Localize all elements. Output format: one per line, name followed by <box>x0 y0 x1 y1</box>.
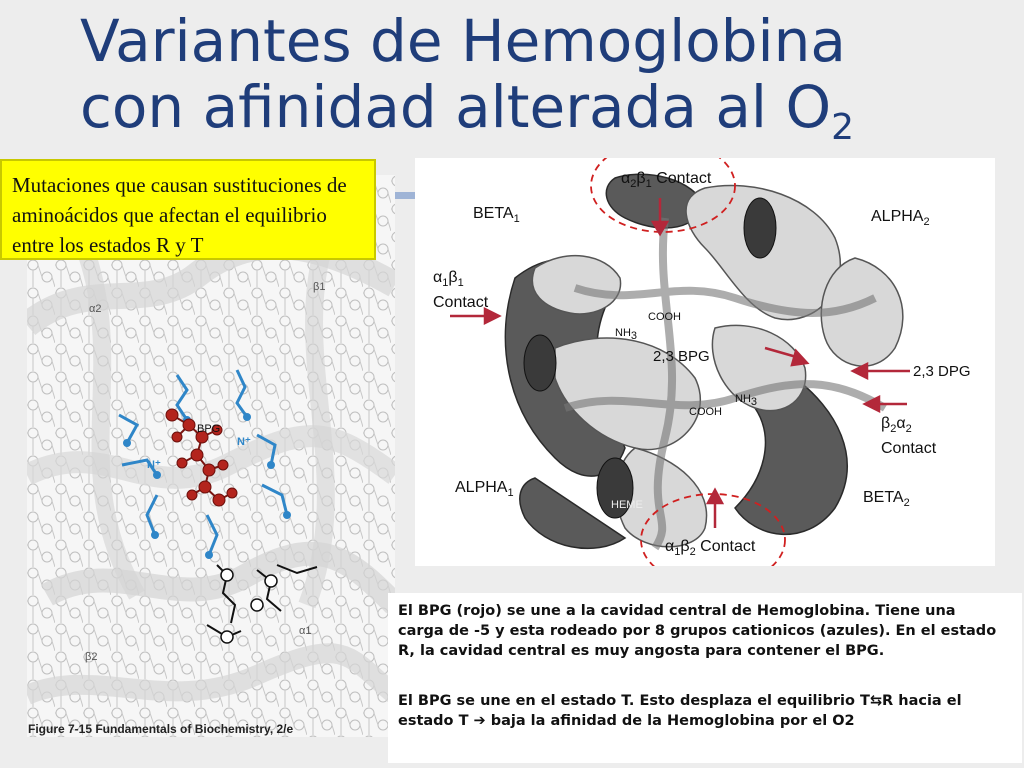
right-arrow-icon: ➔ <box>473 713 486 729</box>
nh3-left-text: NH <box>615 327 631 339</box>
title-line-2-text: con afinidad alterada al O <box>80 73 832 141</box>
explanation-paragraph-2 <box>398 691 998 731</box>
a1b2-contact-label <box>665 538 755 561</box>
slide-title <box>80 7 1010 148</box>
beta2-subscript: 2 <box>903 497 910 510</box>
a1b1-contact-label <box>433 268 488 312</box>
nh3-left-label <box>615 324 637 345</box>
beta1-subscript: 1 <box>513 213 520 226</box>
alpha1-label-text: ALPHA <box>455 479 508 496</box>
alpha1-label-right <box>455 479 514 502</box>
a2b1-contact-label <box>621 170 711 193</box>
beta1-label: β1 <box>313 281 326 293</box>
alpha2-label-right <box>871 208 930 231</box>
b2a2-contact-label <box>881 414 936 458</box>
paragraph-2-part-1: El BPG se une en el estado T. Esto desplaza el equilibrio T⇆R hacia el estado T <box>398 693 962 729</box>
figure-caption: Figure 7-15 Fundamentals of Biochemistry, 2/e <box>28 722 294 736</box>
b2a2-greek: $\beta_2\alpha_2$ <box>881 415 912 436</box>
alpha1-subscript: 1 <box>507 487 514 500</box>
cooh-top-label: COOH <box>648 311 681 323</box>
nh3-right-text: NH <box>735 393 751 405</box>
explanation-textbox <box>388 593 1022 763</box>
nh3-right-subscript: 3 <box>750 396 758 409</box>
b2a2-contact-text: Contact <box>881 440 937 458</box>
alpha1-label: α1 <box>299 625 312 637</box>
a1b2-contact-text: Contact <box>700 538 756 555</box>
bpg-label: BPG <box>197 423 221 435</box>
beta2-label-right <box>863 489 910 512</box>
decorative-bar <box>395 192 415 199</box>
alpha2-label: α2 <box>89 303 102 315</box>
title-line-1: Variantes de Hemoglobina <box>80 7 846 75</box>
a1b1-contact-text: Contact <box>433 294 489 312</box>
a2b1-contact-text: Contact <box>656 170 712 187</box>
beta2-label: β2 <box>85 651 98 663</box>
heme-label: HEME <box>611 499 643 511</box>
n-plus-label-1: N⁺ <box>237 436 251 448</box>
beta1-label-text: BETA <box>473 205 514 222</box>
nh3-right-label <box>735 390 757 411</box>
paragraph-2-part-2: baja la afinidad de la Hemoglobina por el O2 <box>485 713 855 729</box>
beta2-label-text: BETA <box>863 489 904 506</box>
dpg-label: 2,3 DPG <box>913 363 971 380</box>
alpha2-subscript: 2 <box>923 216 930 229</box>
a2b1-greek: $\alpha_2\beta_1$ <box>621 170 652 191</box>
alpha2-label-text: ALPHA <box>871 208 924 225</box>
title-subscript: 2 <box>831 107 855 148</box>
cooh-bottom-label: COOH <box>689 406 722 418</box>
title-line-2 <box>80 73 1010 148</box>
bpg-label-right: 2,3 BPG <box>653 348 710 365</box>
mutation-callout: Mutaciones que causan sustituciones de aminoácidos que afectan el equilibrio entre los estados R y T <box>0 159 376 260</box>
a1b1-greek: $\alpha_1\beta_1$ <box>433 269 464 290</box>
hemoglobin-tetramer-figure <box>415 158 995 566</box>
n-plus-label-2: N⁺ <box>147 459 161 471</box>
a1b2-greek: $\alpha_1\beta_2$ <box>665 538 696 559</box>
explanation-paragraph-1: El BPG (rojo) se une a la cavidad central de Hemoglobina. Tiene una carga de -5 y esta rodeado por 8 grupos cationicos (azules). En el estado R, la cavidad central es muy angosta para contener el BPG. <box>398 603 997 659</box>
nh3-left-subscript: 3 <box>630 330 638 343</box>
beta1-label-right <box>473 205 520 228</box>
